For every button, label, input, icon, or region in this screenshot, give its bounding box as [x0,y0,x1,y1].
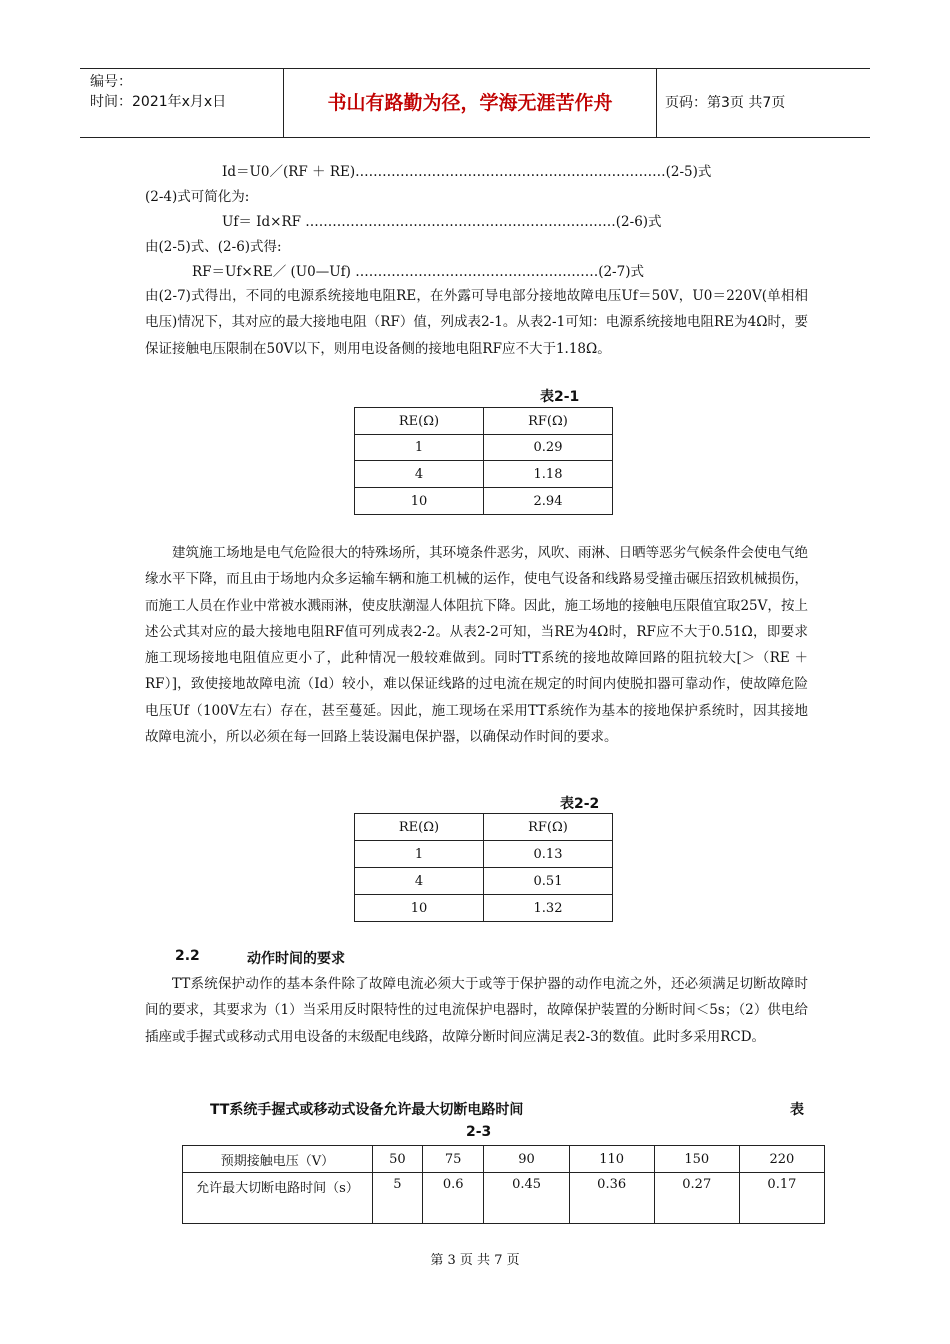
table-2-1 [354,407,613,515]
section-title: 动作时间的要求 [247,951,345,967]
table-cell: 10 [355,895,484,922]
table-cell: 1 [355,435,484,461]
table-2-3 [182,1145,825,1224]
table-cell: 50 [373,1146,423,1173]
table-cell: 5 [373,1173,423,1224]
header-page-number: 页码：第3页 共7页 [665,95,786,111]
table-row-label: 预期接触电压（V） [183,1146,373,1173]
table-cell: 0.36 [569,1173,654,1224]
table-cell: 150 [654,1146,739,1173]
document-number-label: 编号： [90,74,132,90]
header-meta [80,69,283,137]
formula-derive-intro: 由(2-5)式、(2-6)式得: [145,239,282,255]
paragraph-grounding-resistance: 由(2-7)式得出，不同的电源系统接地电阻RE，在外露可导电部分接地故障电压Uf＝50V，U0＝220V(单相相电压)情况下，其对应的最大接地电阻（RF）值，列成表2-1。从表2-1可知：电源系统接地电阻RE为4Ω时，要保证接触电压限制在50V以下，则用电设备侧的接地电阻RF应不大于1.18Ω。 [145,288,808,357]
table-cell: 0.6 [422,1173,484,1224]
table-row [183,1173,825,1224]
table-cell: 1.32 [484,895,613,922]
paragraph-action-time: TT系统保护动作的基本条件除了故障电流必须大于或等于保护器的动作电流之外，还必须满足切断故障时间的要求，其要求为（1）当采用反时限特性的过电流保护电器时，故障保护装置的分断时间＜5s；（2）供电给插座或手握式或移动式用电设备的末级配电线路，故障分断时间应满足表2-3的数值。此时多采用RCD。 [145,976,808,1045]
table-2-3-number: 2-3 [466,1124,492,1140]
table-2-3-title: TT系统手握式或移动式设备允许最大切断电路时间 [210,1102,524,1118]
table-row [355,841,613,868]
formula-2-6: Uf＝ Id×RF ……………………………………………………………(2-6)式 [222,214,662,230]
table-cell: 0.51 [484,868,613,895]
document-time-label: 时间：2021年x月x日 [90,94,227,110]
table-2-3-label: 表 [790,1102,804,1118]
table-cell: 1 [355,841,484,868]
table-cell: 0.45 [484,1173,569,1224]
table-2-2-caption: 表2-2 [560,796,600,812]
formula-2-5: Id＝U0／(RF ＋ RE)……………………………………………………………(2-5)式 [222,164,712,180]
table-row [355,435,613,461]
table-cell: 1.18 [484,461,613,488]
table-row-label: 允许最大切断电路时间（s） [183,1173,373,1224]
page-footer: 第 3 页 共 7 页 [430,1253,520,1268]
formula-2-7: RF＝Uf×RE／ (U0—Uf) ………………………………………………(2-7)式 [192,264,644,280]
table-row [355,868,613,895]
table-cell: 10 [355,488,484,515]
table-header-cell: RE(Ω) [355,408,484,435]
table-header-cell: RF(Ω) [484,814,613,841]
table-cell: 0.13 [484,841,613,868]
table-cell: 0.29 [484,435,613,461]
table-cell: 4 [355,868,484,895]
table-header-cell: RF(Ω) [484,408,613,435]
table-cell: 0.17 [739,1173,824,1224]
table-2-2 [354,813,613,922]
formula-simplify-intro: (2-4)式可简化为: [145,189,250,205]
table-row [355,814,613,841]
table-cell: 220 [739,1146,824,1173]
table-2-1-caption: 表2-1 [540,389,580,405]
table-cell: 75 [422,1146,484,1173]
table-cell: 90 [484,1146,569,1173]
table-cell: 110 [569,1146,654,1173]
table-row [355,895,613,922]
table-cell: 2.94 [484,488,613,515]
paragraph-construction-site: 建筑施工场地是电气危险很大的特殊场所，其环境条件恶劣，风吹、雨淋、日晒等恶劣气候条件会使电气绝缘水平下降，而且由于场地内众多运输车辆和施工机械的运作，使电气设备和线路易受撞击碾压招致机械损伤，而施工人员在作业中常被水溅雨淋，使皮肤潮湿人体阻抗下降。因此，施工场地的接触电压限值宜取25V，按上述公式其对应的最大接地电阻RF值可列成表2-2。从表2-2可知，当RE为4Ω时，RF应不大于0.51Ω，即要求施工现场接地电阻值应更小了，此种情况一般较难做到。同时TT系统的接地故障回路的阻抗较大[＞（RE ＋ RF）]，致使接地故障电流（Id）较小，难以保证线路的过电流在规定的时间内使脱扣器可靠动作，使故障危险电压Uf（100V左右）存在，甚至蔓延。因此，施工现场在采用TT系统作为基本的接地保护系统时，因其接地故障电流小，所以必须在每一回路上装设漏电保护器，以确保动作时间的要求。 [145,545,808,746]
table-row [355,488,613,515]
table-row [355,408,613,435]
page-header [80,68,870,138]
header-slogan: 书山有路勤为径，学海无涯苦作舟 [283,69,657,137]
table-row [355,461,613,488]
table-cell: 0.27 [654,1173,739,1224]
section-number: 2.2 [175,948,200,964]
table-row [183,1146,825,1173]
table-cell: 4 [355,461,484,488]
table-header-cell: RE(Ω) [355,814,484,841]
